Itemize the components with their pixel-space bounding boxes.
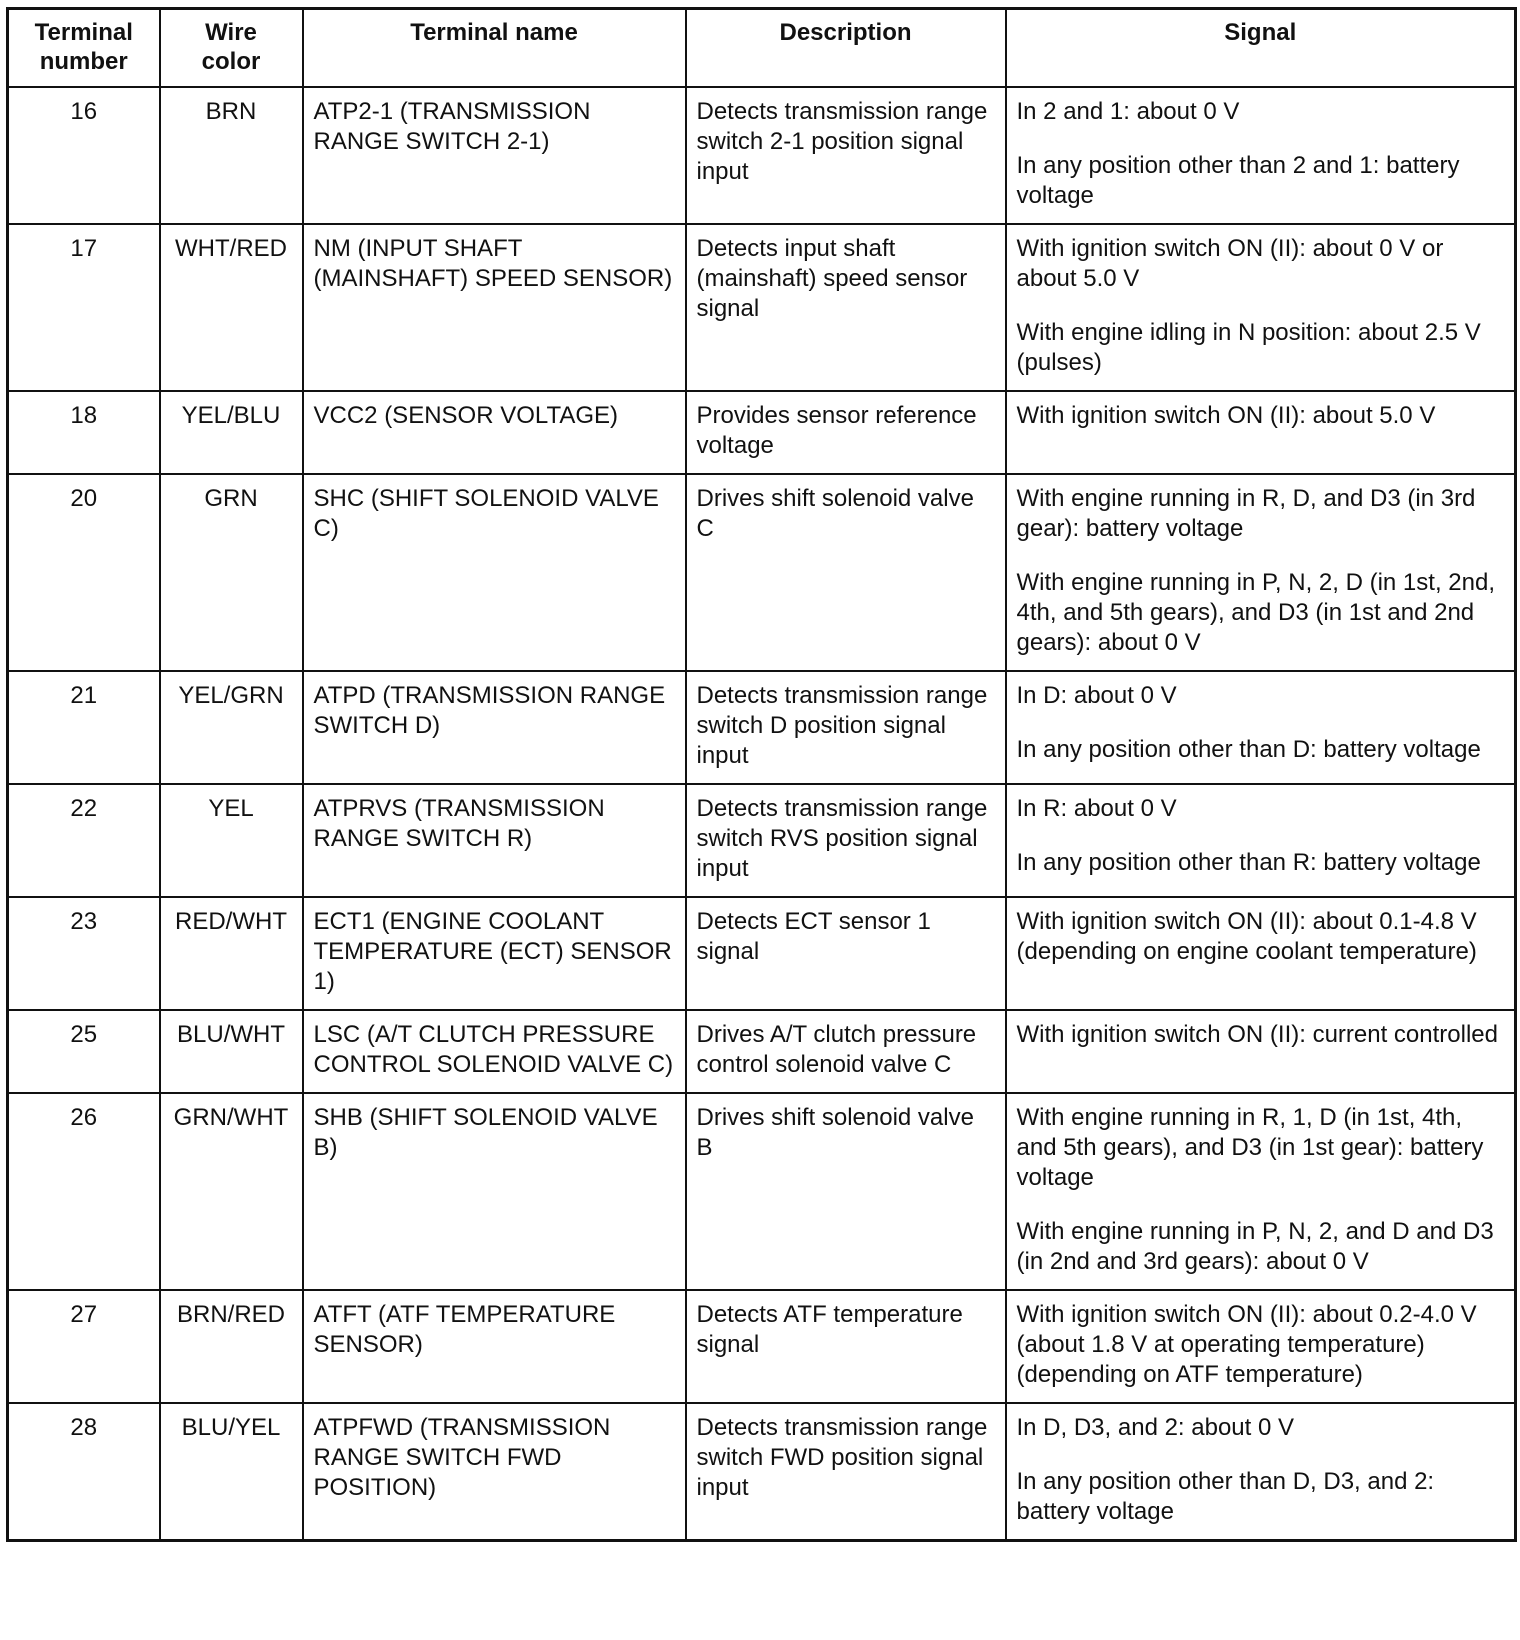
signal-line: In 2 and 1: about 0 V: [1016, 98, 1240, 125]
wire-color-cell: BLU/WHT: [160, 1010, 303, 1093]
signal-cell: [1006, 1010, 1516, 1093]
signal-line: With ignition switch ON (II): about 5.0 V: [1016, 402, 1436, 429]
terminal-number-cell: 16: [8, 87, 160, 224]
signal-cell: [1006, 1403, 1516, 1541]
wire-color-cell: GRN: [160, 474, 303, 671]
signal-line: With engine running in P, N, 2, D (in 1st, 2nd, 4th, and 5th gears), and D3 (in 1st and 2nd gears): about 0 V: [1016, 569, 1495, 656]
wire-color-cell: WHT/RED: [160, 224, 303, 391]
signal-line: In any position other than D: battery voltage: [1016, 736, 1481, 763]
terminal-number-cell: 18: [8, 391, 160, 474]
table-row: [8, 897, 1516, 1010]
signal-cell: [1006, 671, 1516, 784]
terminal-name-cell: ATPRVS (TRANSMISSION RANGE SWITCH R): [303, 784, 686, 897]
table-header: [8, 9, 1516, 88]
signal-line: With engine idling in N position: about 2.5 V (pulses): [1016, 319, 1481, 376]
signal-line: With ignition switch ON (II): current controlled: [1016, 1021, 1498, 1048]
description-cell: Drives shift solenoid valve C: [686, 474, 1006, 671]
signal-line: With engine running in P, N, 2, and D and D3 (in 2nd and 3rd gears): about 0 V: [1016, 1218, 1494, 1275]
terminal-name-cell: ATPD (TRANSMISSION RANGE SWITCH D): [303, 671, 686, 784]
terminal-name-cell: ATP2-1 (TRANSMISSION RANGE SWITCH 2-1): [303, 87, 686, 224]
table-row: [8, 87, 1516, 224]
signal-line: In any position other than R: battery voltage: [1016, 849, 1481, 876]
header-wire-color: Wire color: [160, 9, 303, 88]
terminal-number-cell: 26: [8, 1093, 160, 1290]
terminal-name-cell: ATPFWD (TRANSMISSION RANGE SWITCH FWD POSITION): [303, 1403, 686, 1541]
wire-color-cell: RED/WHT: [160, 897, 303, 1010]
terminal-name-cell: ATFT (ATF TEMPERATURE SENSOR): [303, 1290, 686, 1403]
signal-line: With ignition switch ON (II): about 0.2-4.0 V (about 1.8 V at operating temperature) (depending on ATF temperature): [1016, 1301, 1477, 1388]
terminal-number-cell: 22: [8, 784, 160, 897]
terminal-number-cell: 21: [8, 671, 160, 784]
signal-line: With ignition switch ON (II): about 0 V or about 5.0 V: [1016, 235, 1444, 292]
description-cell: Detects ATF temperature signal: [686, 1290, 1006, 1403]
table-row: [8, 391, 1516, 474]
table-row: [8, 1093, 1516, 1290]
signal-cell: [1006, 897, 1516, 1010]
terminal-number-cell: 23: [8, 897, 160, 1010]
wire-color-cell: BRN: [160, 87, 303, 224]
table-row: [8, 224, 1516, 391]
wire-color-cell: YEL/GRN: [160, 671, 303, 784]
terminal-number-cell: 17: [8, 224, 160, 391]
terminal-name-cell: ECT1 (ENGINE COOLANT TEMPERATURE (ECT) SENSOR 1): [303, 897, 686, 1010]
table-row: [8, 474, 1516, 671]
table-row: [8, 1403, 1516, 1541]
table-row: [8, 1290, 1516, 1403]
terminal-number-cell: 25: [8, 1010, 160, 1093]
terminal-name-cell: SHC (SHIFT SOLENOID VALVE C): [303, 474, 686, 671]
description-cell: Detects transmission range switch FWD position signal input: [686, 1403, 1006, 1541]
signal-line: In R: about 0 V: [1016, 795, 1177, 822]
table-body: [8, 87, 1516, 1541]
signal-cell: [1006, 87, 1516, 224]
signal-line: In any position other than D, D3, and 2: battery voltage: [1016, 1468, 1435, 1525]
table-row: [8, 1010, 1516, 1093]
description-cell: Detects transmission range switch D position signal input: [686, 671, 1006, 784]
signal-line: With engine running in R, D, and D3 (in 3rd gear): battery voltage: [1016, 485, 1476, 542]
signal-line: In any position other than 2 and 1: battery voltage: [1016, 152, 1460, 209]
description-cell: Detects input shaft (mainshaft) speed sensor signal: [686, 224, 1006, 391]
signal-line: With engine running in R, 1, D (in 1st, 4th, and 5th gears), and D3 (in 1st gear): battery voltage: [1016, 1104, 1484, 1191]
signal-cell: [1006, 784, 1516, 897]
signal-cell: [1006, 1093, 1516, 1290]
header-row: [8, 9, 1516, 88]
signal-cell: [1006, 1290, 1516, 1403]
signal-line: In D, D3, and 2: about 0 V: [1016, 1414, 1295, 1441]
terminal-name-cell: NM (INPUT SHAFT (MAINSHAFT) SPEED SENSOR): [303, 224, 686, 391]
terminal-number-cell: 28: [8, 1403, 160, 1541]
header-terminal-number: Terminal number: [8, 9, 160, 88]
table-row: [8, 784, 1516, 897]
description-cell: Provides sensor reference voltage: [686, 391, 1006, 474]
signal-line: In D: about 0 V: [1016, 682, 1177, 709]
description-cell: Detects transmission range switch RVS position signal input: [686, 784, 1006, 897]
terminal-number-cell: 27: [8, 1290, 160, 1403]
header-terminal-name: Terminal name: [303, 9, 686, 88]
header-description: Description: [686, 9, 1006, 88]
terminal-name-cell: SHB (SHIFT SOLENOID VALVE B): [303, 1093, 686, 1290]
terminal-table: [6, 7, 1517, 1542]
description-cell: Detects transmission range switch 2-1 position signal input: [686, 87, 1006, 224]
table-row: [8, 671, 1516, 784]
signal-cell: [1006, 224, 1516, 391]
signal-line: With ignition switch ON (II): about 0.1-4.8 V (depending on engine coolant temperature): [1016, 908, 1477, 965]
description-cell: Drives shift solenoid valve B: [686, 1093, 1006, 1290]
signal-cell: [1006, 391, 1516, 474]
terminal-name-cell: LSC (A/T CLUTCH PRESSURE CONTROL SOLENOID VALVE C): [303, 1010, 686, 1093]
wire-color-cell: YEL/BLU: [160, 391, 303, 474]
header-signal: Signal: [1006, 9, 1516, 88]
description-cell: Drives A/T clutch pressure control solenoid valve C: [686, 1010, 1006, 1093]
signal-cell: [1006, 474, 1516, 671]
description-cell: Detects ECT sensor 1 signal: [686, 897, 1006, 1010]
wire-color-cell: YEL: [160, 784, 303, 897]
terminal-name-cell: VCC2 (SENSOR VOLTAGE): [303, 391, 686, 474]
wire-color-cell: GRN/WHT: [160, 1093, 303, 1290]
wire-color-cell: BRN/RED: [160, 1290, 303, 1403]
wire-color-cell: BLU/YEL: [160, 1403, 303, 1541]
terminal-number-cell: 20: [8, 474, 160, 671]
